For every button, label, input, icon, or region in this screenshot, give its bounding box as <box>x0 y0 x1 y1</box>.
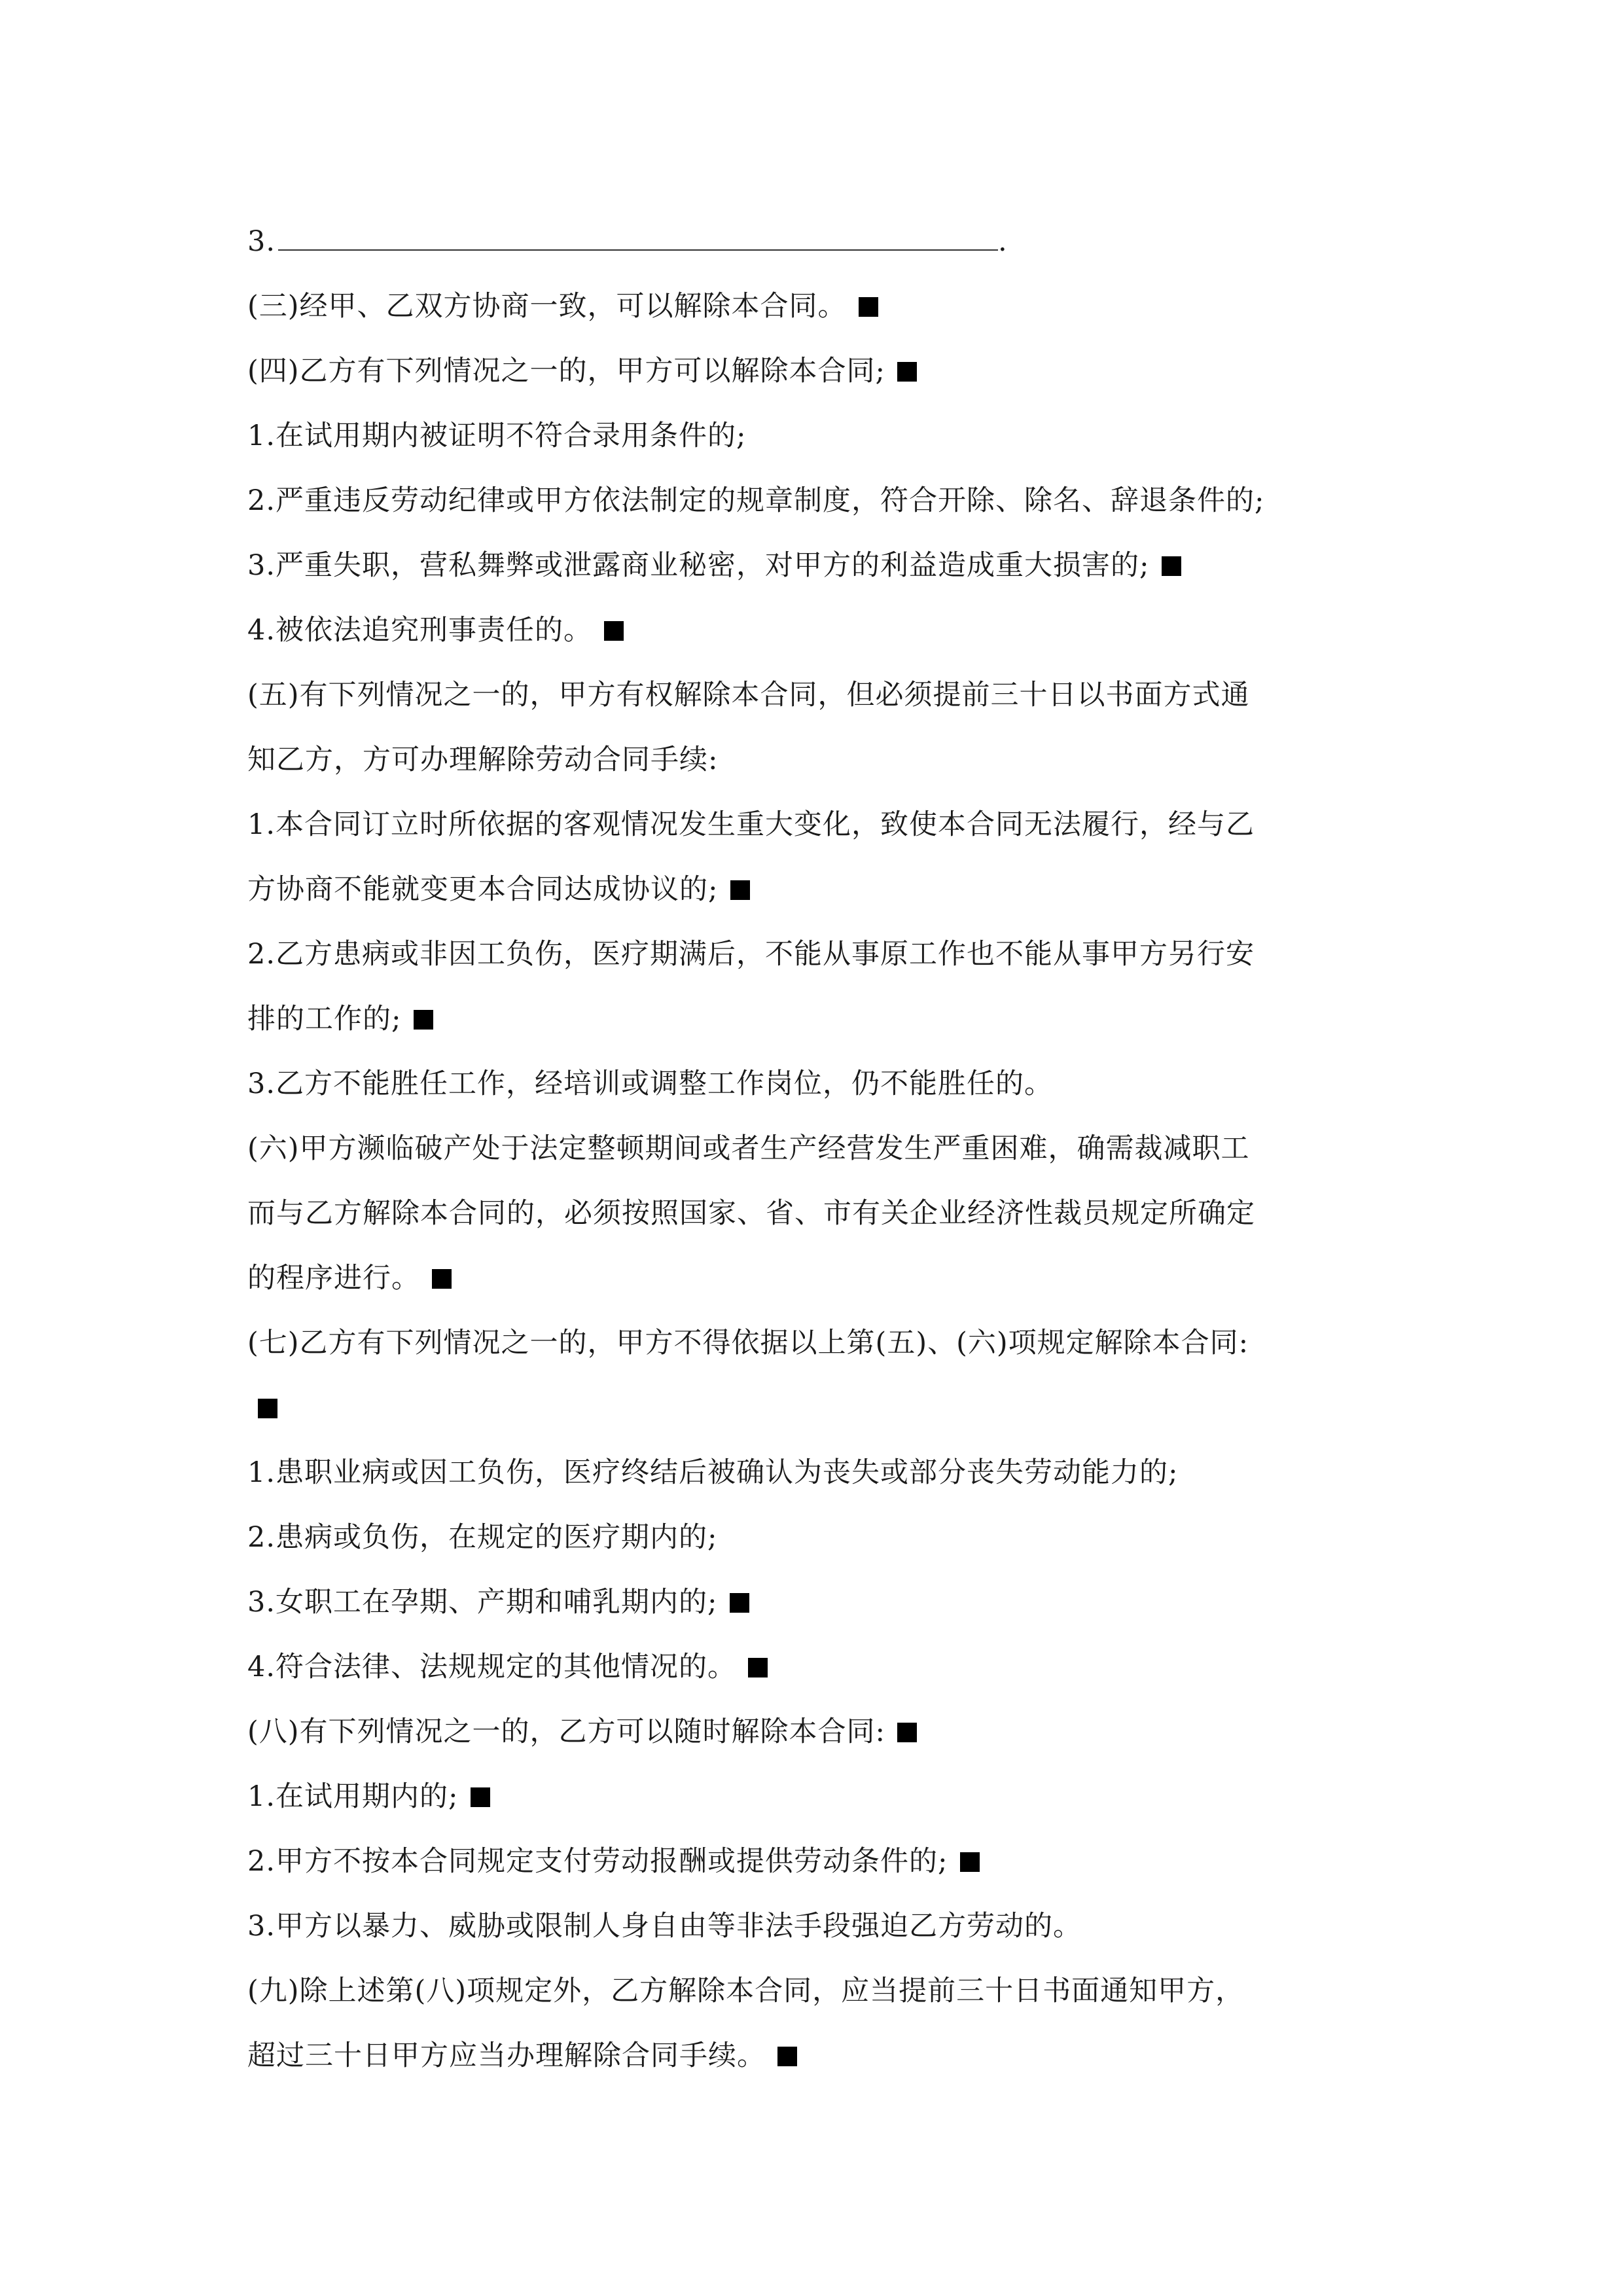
clause-line <box>247 274 1412 339</box>
clause-line <box>247 1246 1412 1311</box>
fill-in-blank[interactable] <box>278 223 998 251</box>
clause-text: 1.患职业病或因工负伤，医疗终结后被确认为丧失或部分丧失劳动能力的; <box>247 1456 1179 1489</box>
clause-line <box>247 1829 1412 1894</box>
blank-line-item-3 <box>247 209 1412 274</box>
clause-text: (三)经甲、乙双方协商一致，可以解除本合同。 <box>247 290 847 323</box>
clause-line <box>247 1052 1412 1117</box>
clause-line <box>247 1570 1412 1635</box>
clause-line <box>247 1894 1412 1959</box>
clause-text: 2.甲方不按本合同规定支付劳动报酬或提供劳动条件的; <box>247 1845 948 1878</box>
clause-text: (八)有下列情况之一的，乙方可以随时解除本合同: <box>247 1715 886 1748</box>
clause-line <box>247 663 1412 728</box>
clause-line <box>247 922 1412 987</box>
black-square-mark <box>777 2047 797 2066</box>
clause-line <box>247 793 1412 857</box>
clause-text: 2.患病或负伤，在规定的医疗期内的; <box>247 1521 718 1554</box>
clause-line <box>247 1700 1412 1765</box>
clause-text: (四)乙方有下列情况之一的，甲方可以解除本合同; <box>247 355 886 387</box>
black-square-mark <box>960 1852 980 1872</box>
clause-text: 3.甲方以暴力、威胁或限制人身自由等非法手段强迫乙方劳动的。 <box>247 1910 1082 1943</box>
clause-line <box>247 1635 1412 1700</box>
black-square-mark <box>1162 556 1181 576</box>
clause-text: 1.在试用期内被证明不符合录用条件的; <box>247 420 747 452</box>
clause-text: (六)甲方濒临破产处于法定整顿期间或者生产经营发生严重困难，确需裁减职工 <box>247 1132 1250 1165</box>
clause-line <box>247 2024 1412 2089</box>
clause-text: 1.本合同订立时所依据的客观情况发生重大变化，致使本合同无法履行，经与乙 <box>247 808 1255 841</box>
clause-line <box>247 857 1412 922</box>
clause-line <box>247 728 1412 793</box>
black-square-mark <box>897 1723 917 1742</box>
black-square-mark <box>897 362 917 382</box>
contract-body <box>247 209 1412 2089</box>
clause-line <box>247 1117 1412 1181</box>
clause-text: 排的工作的; <box>247 1003 402 1035</box>
clause-text: 而与乙方解除本合同的，必须按照国家、省、市有关企业经济性裁员规定所确定 <box>247 1197 1255 1230</box>
clause-text: (九)除上述第(八)项规定外，乙方解除本合同，应当提前三十日书面通知甲方， <box>247 1975 1245 2007</box>
clause-line <box>247 1505 1412 1570</box>
black-square-mark <box>859 297 878 317</box>
clause-line <box>247 1765 1412 1829</box>
line-period: . <box>998 225 1008 258</box>
black-square-mark <box>748 1658 768 1677</box>
black-square-mark <box>432 1269 452 1289</box>
clause-text: 3.女职工在孕期、产期和哺乳期内的; <box>247 1586 718 1619</box>
clause-text: 2.乙方患病或非因工负伤，医疗期满后，不能从事原工作也不能从事甲方另行安 <box>247 938 1255 971</box>
clause-text: 4.被依法追究刑事责任的。 <box>247 614 593 647</box>
clause-line <box>247 469 1412 533</box>
clause-line <box>247 1311 1412 1376</box>
clause-line <box>247 533 1412 598</box>
black-square-mark <box>604 621 624 641</box>
clause-text: 知乙方，方可办理解除劳动合同手续: <box>247 744 719 776</box>
clause-text: 的程序进行。 <box>247 1262 420 1295</box>
black-square-mark <box>471 1787 490 1807</box>
clause-line <box>247 598 1412 663</box>
clause-line <box>247 1181 1412 1246</box>
clause-text: 3.乙方不能胜任工作，经培训或调整工作岗位，仍不能胜任的。 <box>247 1067 1054 1100</box>
clause-line <box>247 404 1412 469</box>
clause-line <box>247 1376 1412 1441</box>
black-square-mark <box>730 1593 749 1613</box>
clause-text: 3.严重失职，营私舞弊或泄露商业秘密，对甲方的利益造成重大损害的; <box>247 549 1150 582</box>
clause-text: 1.在试用期内的; <box>247 1780 459 1813</box>
black-square-mark <box>730 880 750 900</box>
clause-line <box>247 987 1412 1052</box>
clause-text: 2.严重违反劳动纪律或甲方依法制定的规章制度，符合开除、除名、辞退条件的; <box>247 484 1265 517</box>
black-square-mark <box>258 1399 277 1418</box>
clause-text: 超过三十日甲方应当办理解除合同手续。 <box>247 2039 766 2072</box>
black-square-mark <box>414 1010 433 1030</box>
clause-line <box>247 1959 1412 2024</box>
clause-text: (七)乙方有下列情况之一的，甲方不得依据以上第(五)、(六)项规定解除本合同: <box>247 1327 1249 1359</box>
clause-line <box>247 339 1412 404</box>
clause-line <box>247 1441 1412 1505</box>
clause-text: 方协商不能就变更本合同达成协议的; <box>247 873 719 906</box>
clause-text: 4.符合法律、法规规定的其他情况的。 <box>247 1651 737 1683</box>
item-number: 3. <box>247 225 276 258</box>
clause-text: (五)有下列情况之一的，甲方有权解除本合同，但必须提前三十日以书面方式通 <box>247 679 1250 711</box>
